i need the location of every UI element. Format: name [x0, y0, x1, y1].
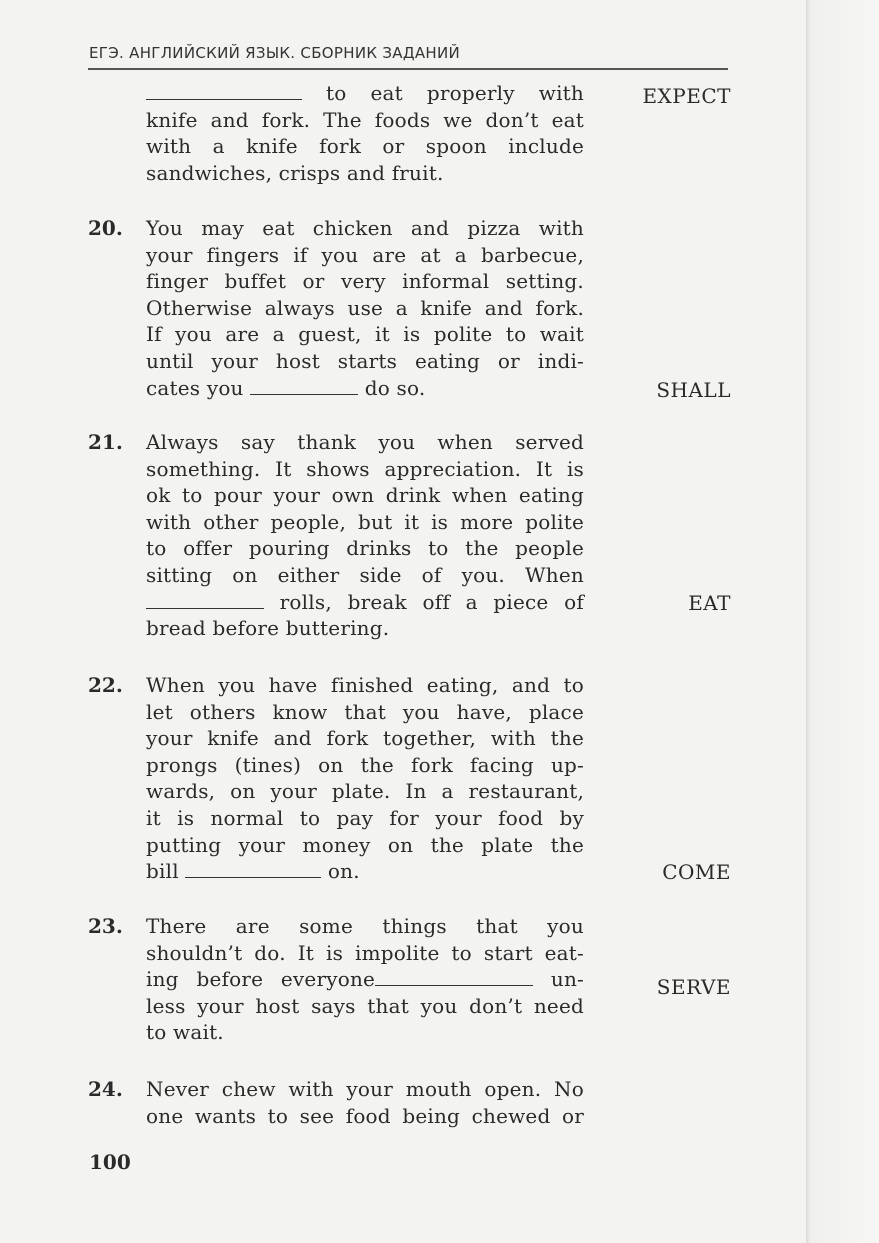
exercise-item-20 — [88, 215, 731, 405]
item-text — [146, 429, 584, 642]
text-line: Never chew with your mouth open. No — [146, 1077, 584, 1101]
text-line: sitting on either side of you. When — [146, 562, 584, 587]
keyword-come: COME — [662, 860, 731, 884]
text-line: Otherwise always use a knife and fork. — [146, 295, 584, 320]
item-number: 21. — [88, 430, 123, 454]
item-text — [146, 913, 584, 1046]
item-text — [146, 1076, 584, 1129]
text-line: When you have finished eating, and to — [146, 673, 584, 697]
item-number: 22. — [88, 673, 123, 697]
text-line: shouldn’t do. It is impolite to start eat- — [146, 940, 584, 965]
item-text — [146, 215, 584, 401]
exercise-item-22 — [88, 672, 731, 888]
exercise-item-23 — [88, 913, 731, 1049]
answer-blank[interactable] — [375, 967, 533, 986]
item-number: 23. — [88, 914, 123, 938]
text-line: until your host starts eating or indi- — [146, 348, 584, 373]
keyword-eat: EAT — [688, 591, 731, 615]
text-line: with a knife fork or spoon include — [146, 134, 584, 159]
text-line: your fingers if you are at a barbecue, — [146, 242, 584, 267]
text-line: cates you do so. — [146, 375, 426, 400]
text-line: bill on. — [146, 859, 360, 884]
text-line: something. It shows appreciation. It is — [146, 456, 584, 481]
keyword-shall: SHALL — [656, 378, 731, 402]
text-line: less your host says that you don’t need — [146, 993, 584, 1018]
item-text — [146, 672, 584, 885]
text-line: putting your money on the plate the — [146, 832, 584, 857]
text-line: Always say thank you when served — [146, 430, 584, 454]
item-number: 24. — [88, 1077, 123, 1101]
text-line: to eat properly with — [146, 80, 584, 107]
text-line: finger buffet or very informal setting. — [146, 269, 584, 294]
text-line: If you are a guest, it is polite to wait — [146, 322, 584, 347]
text-line: wards, on your plate. In a restaurant, — [146, 779, 584, 804]
running-header: ЕГЭ. АНГЛИЙСКИЙ ЯЗЫК. СБОРНИК ЗАДАНИЙ — [89, 44, 461, 62]
text-line: ing before everyone un- — [146, 967, 584, 992]
answer-blank[interactable] — [250, 376, 358, 395]
text-line: one wants to see food being chewed or — [146, 1103, 584, 1128]
keyword-expect: EXPECT — [642, 84, 731, 108]
text-line: to wait. — [146, 1020, 224, 1045]
text-line: let others know that you have, place — [146, 699, 584, 724]
text-line: your knife and fork together, with the — [146, 726, 584, 751]
text-line: sandwiches, crisps and fruit. — [146, 160, 444, 185]
text-line: with other people, but it is more polite — [146, 509, 584, 534]
text-line: There are some things that you — [146, 914, 584, 938]
header-rule — [88, 68, 728, 70]
exercise-item-24 — [88, 1076, 731, 1132]
keyword-serve: SERVE — [656, 975, 731, 999]
text-line: to offer pouring drinks to the people — [146, 536, 584, 561]
text-line: knife and fork. The foods we don’t eat — [146, 107, 584, 132]
text-line: prongs (tines) on the fork facing up- — [146, 752, 584, 777]
exercise-item-21 — [88, 429, 731, 645]
text-line: rolls, break off a piece of — [146, 589, 584, 616]
page-number: 100 — [89, 1150, 131, 1174]
answer-blank[interactable] — [146, 81, 302, 100]
text-line: You may eat chicken and pizza with — [146, 216, 584, 240]
item-text — [146, 80, 584, 186]
answer-blank[interactable] — [146, 590, 264, 609]
item-number: 20. — [88, 216, 123, 240]
text-line: bread before buttering. — [146, 616, 390, 641]
answer-blank[interactable] — [185, 859, 321, 878]
page-edge — [806, 0, 879, 1243]
text-line: it is normal to pay for your food by — [146, 805, 584, 830]
text-line: ok to pour your own drink when eating — [146, 483, 584, 508]
exercise-item-continuation — [88, 80, 731, 190]
